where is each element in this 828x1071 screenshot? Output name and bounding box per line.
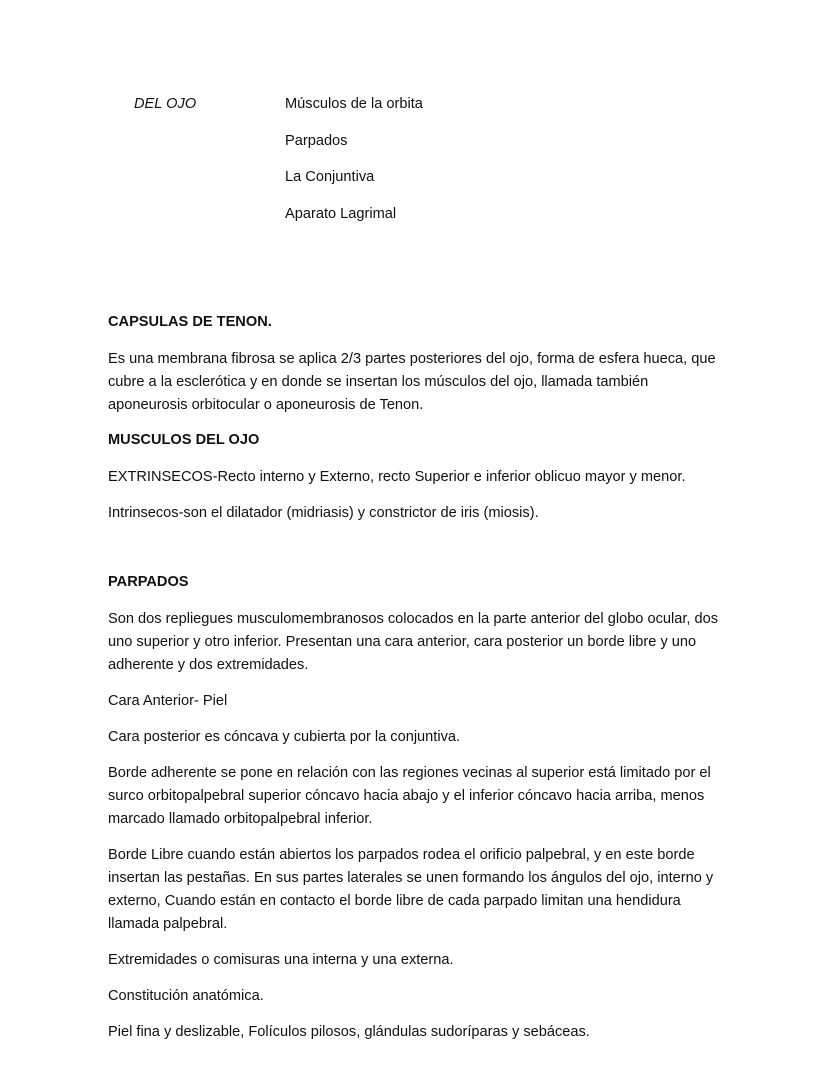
paragraph: Constitución anatómica. <box>108 988 264 1004</box>
document-body <box>108 312 728 1057</box>
paragraph: Es una membrana fibrosa se aplica 2/3 partes posteriores del ojo, forma de esfera hueca, que cubre a la esclerótica y en donde se insertan los músculos del ojo, llamada también aponeurosis orbitocular o aponeurosis de Tenon. <box>108 351 716 413</box>
spacer <box>108 538 728 572</box>
outline-item: Músculos de la orbita <box>285 96 423 112</box>
paragraph: Extremidades o comisuras una interna y una externa. <box>108 952 454 968</box>
section-heading-musculos: MUSCULOS DEL OJO <box>108 432 260 448</box>
paragraph: Cara Anterior- Piel <box>108 693 228 709</box>
section-heading-tenon: CAPSULAS DE TENON. <box>108 314 272 330</box>
paragraph: EXTRINSECOS-Recto interno y Externo, recto Superior e inferior oblicuo mayor y menor. <box>108 469 686 485</box>
outline-label: DEL OJO <box>134 96 197 112</box>
outline-item: Aparato Lagrimal <box>285 205 397 222</box>
section-heading-parpados: PARPADOS <box>108 574 189 590</box>
paragraph: Piel fina y deslizable, Folículos pilosos, glándulas sudoríparas y sebáceas. <box>108 1024 590 1040</box>
outline-list <box>285 94 423 240</box>
paragraph: Borde Libre cuando están abiertos los parpados rodea el orificio palpebral, y en este borde insertan las pestañas. En sus partes laterales se unen formando los ángulos del ojo, interno y externo, Cuando están en contacto el borde libre de cada parpado limitan una hendidura llamada palpebral. <box>108 847 714 932</box>
outline-item: La Conjuntiva <box>285 169 375 185</box>
paragraph: Intrinsecos-son el dilatador (midriasis) y constrictor de iris (miosis). <box>108 505 539 521</box>
outline-item: Parpados <box>285 132 348 149</box>
paragraph: Son dos repliegues musculomembranosos colocados en la parte anterior del globo ocular, dos uno superior y otro inferior. Presentan una cara anterior, cara posterior un borde libre y uno adherente y dos extremidades. <box>108 611 719 673</box>
paragraph: Borde adherente se pone en relación con las regiones vecinas al superior está limitado por el surco orbitopalpebral superior cóncavo hacia abajo y el inferior cóncavo hacia arriba, menos marcado llamado orbitopalpebral inferior. <box>108 765 711 827</box>
paragraph: Cara posterior es cóncava y cubierta por la conjuntiva. <box>108 729 461 745</box>
